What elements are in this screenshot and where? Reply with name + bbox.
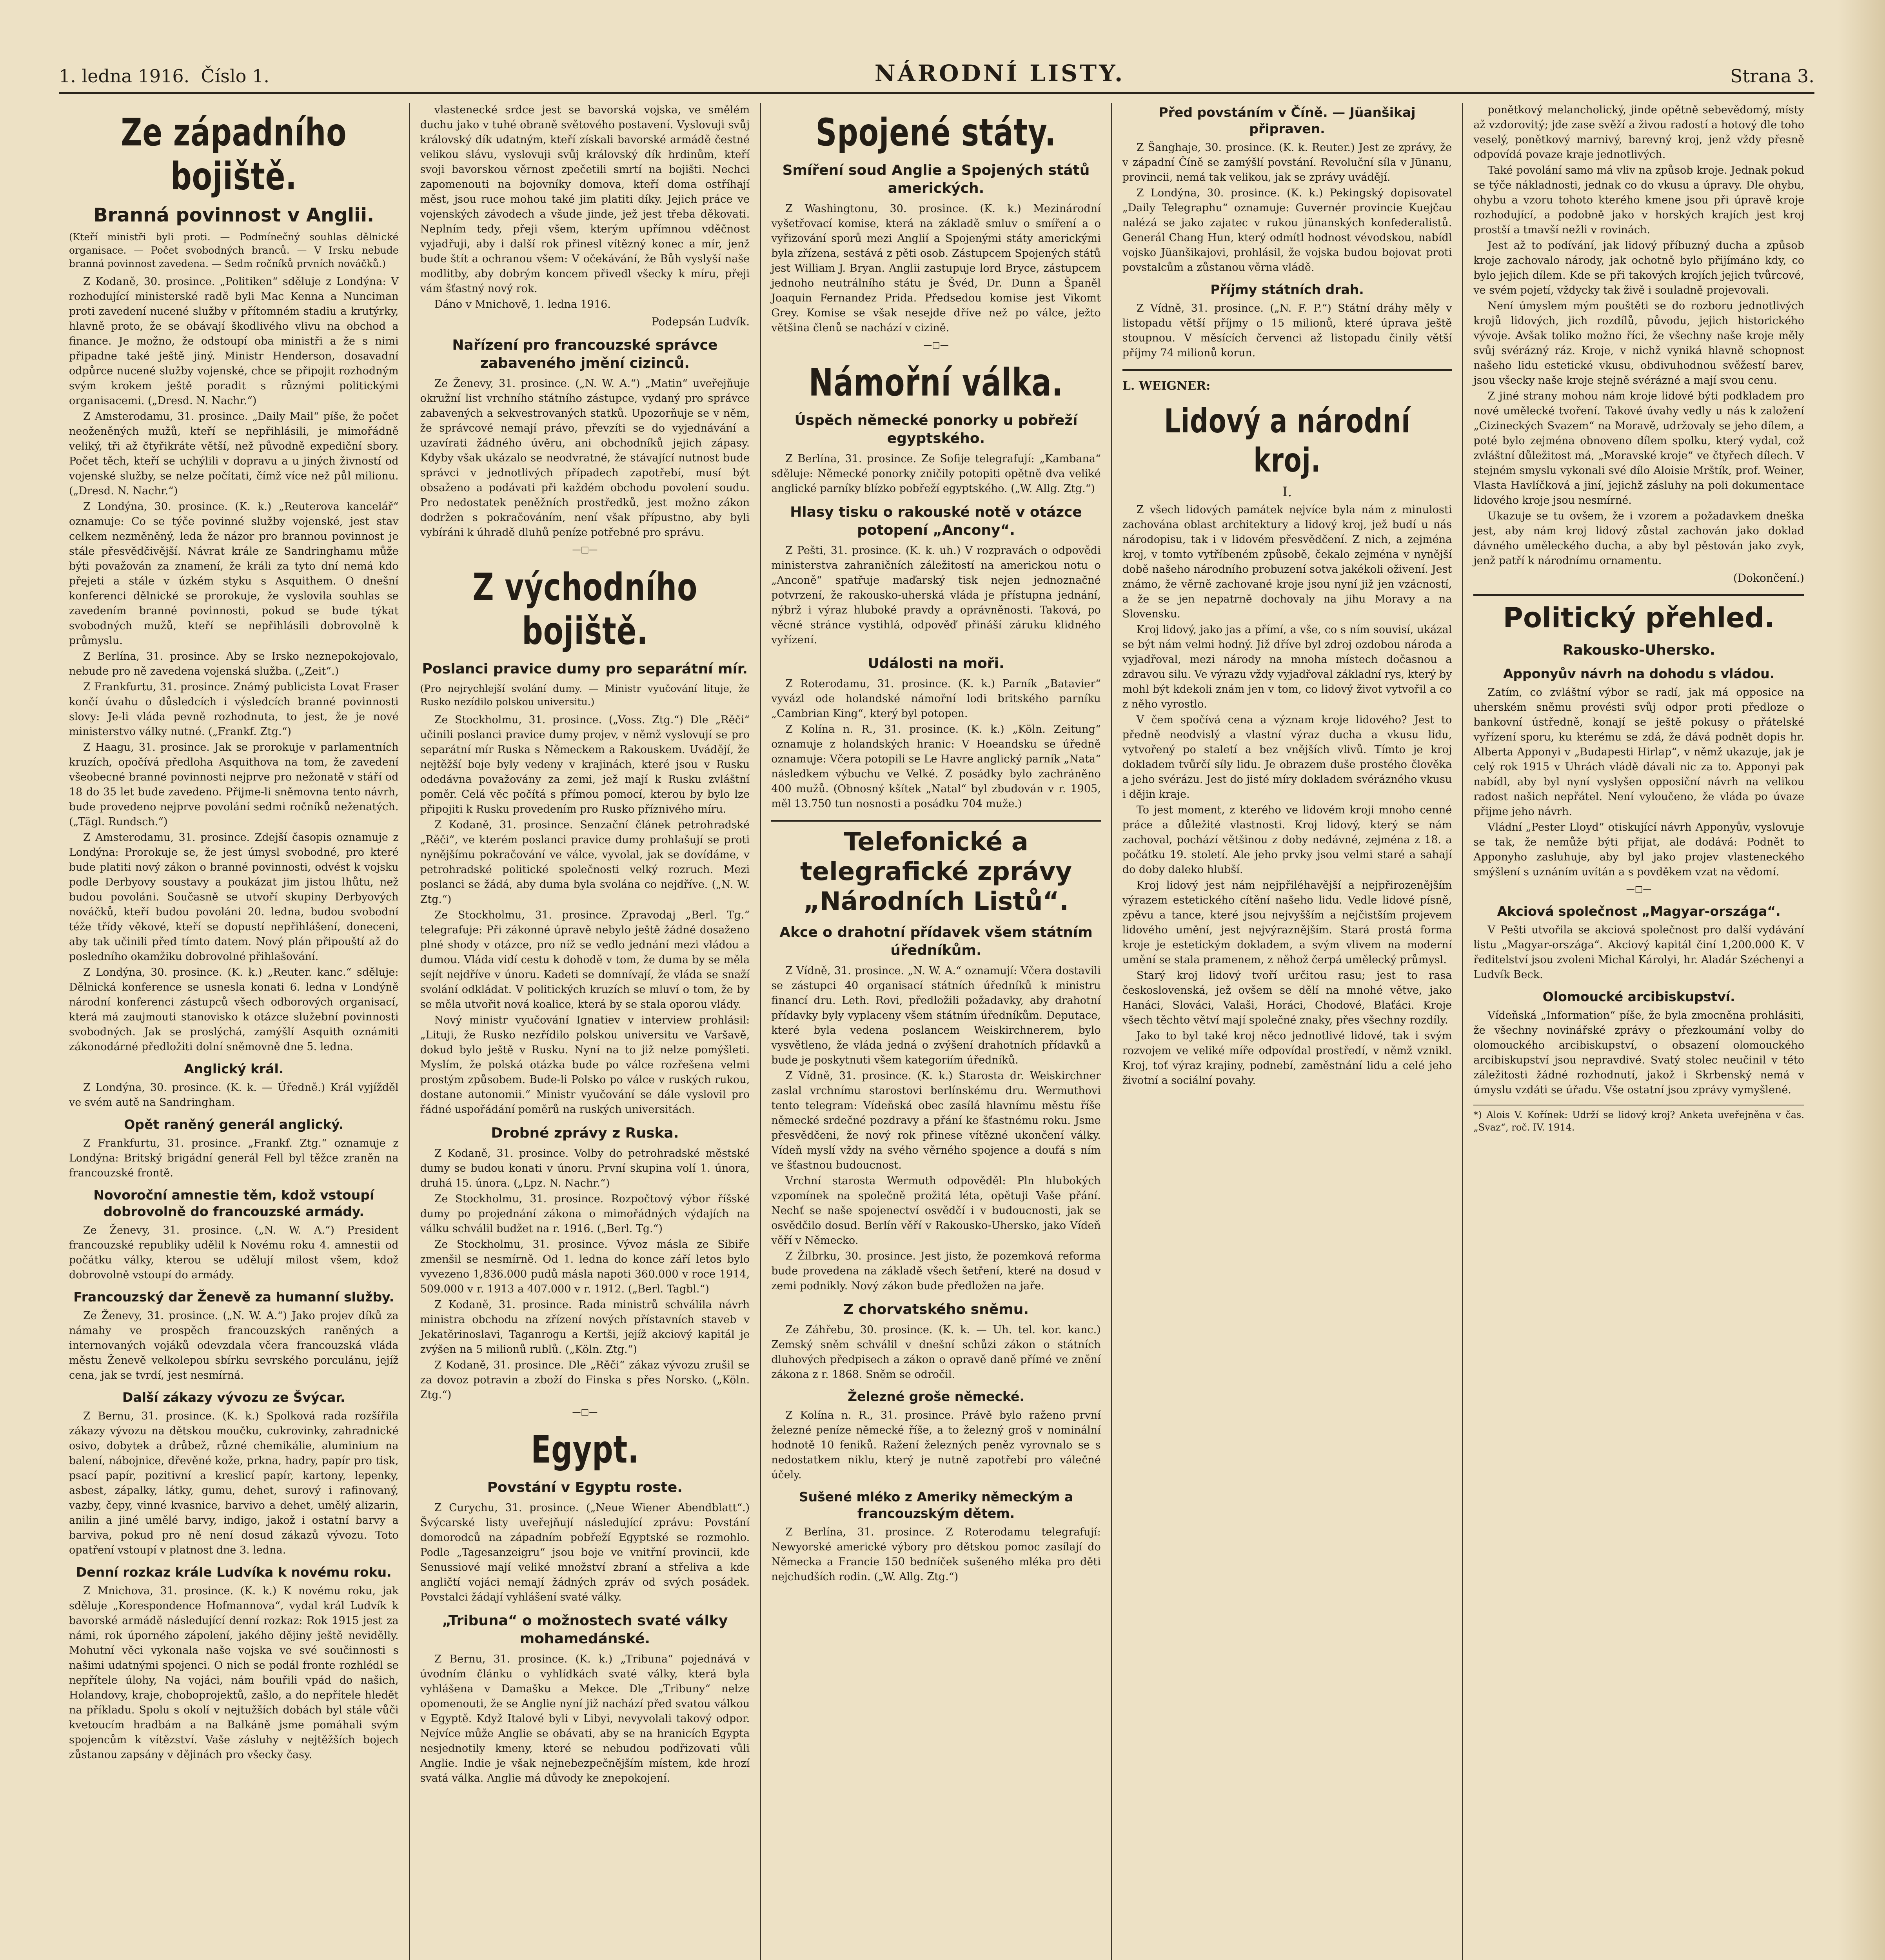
heading-croatian-diet: Z chorvatského sněmu. bbox=[843, 1301, 1029, 1318]
heading-french-administrators: Nařízení pro francouzské správce zabaveného jmění cizinců. bbox=[452, 337, 718, 371]
paragraph: Ze Záhřebu, 30. prosince. (K. k. — Uh. tel. kor. kanc.) Zemský sněm schválil v dnešní schůzi zákon o státních dluhových předpisech a zákon o opravě daně přímé ve znění zákona z r. 1868. Sněm se odročil. bbox=[771, 1324, 1101, 1381]
paragraph: Ze Stockholmu, 31. prosince. Vývoz másla ze Sibiře zmenšil se nesmírně. Od 1. ledna do konce září letos bylo vyvezeno 1,836.000 pudů másla napoti 360.000 v roce 1914, 509.000 v r. 1913 a 407.000 v r. 1912. („Berl. Tagbl.“) bbox=[420, 1238, 750, 1295]
article-title-allowance: Akce o drahotní přídavek všem státním úředníkům. bbox=[779, 924, 1093, 958]
heading-iron-coins: Železné groše německé. bbox=[848, 1389, 1024, 1404]
paragraph: Z Žilbrku, 30. prosince. Jest jisto, že pozemková reforma bude provedena na základě všech šetření, které na dosud v zemi podnikly. Nový zákon bude předložen na jaře. bbox=[771, 1250, 1101, 1292]
heading-apponyi: Apponyův návrh na dohodu s vládou. bbox=[1503, 666, 1775, 681]
section-rule bbox=[1122, 369, 1452, 371]
paragraph: Nový ministr vyučování Ignatiev v interview prohlásil: „Lituji, že Rusko nezřídilo polskou universitu ve Varšavě, dokud bylo ještě v Rusku. Nyní na to již nelze pomýšleti. Myslím, že polská otázka bude po válce rozřešena velmi prostým způsobem. Bude-li Polsko po válce v ruských rukou, dostane autonomii.“ Ministr vyučování se dále vyslovil pro řádné uspořádání poměrů na ruských universitách. bbox=[420, 1014, 750, 1116]
paragraph: Z Šanghaje, 30. prosince. (K. k. Reuter.) Jest ze zprávy, že v západní Číně se zamýšlí povstání. Revoluční síla v Jünanu, provincii, nemá tak velikou, jak se zprávy uvádějí. bbox=[1122, 142, 1452, 183]
heading-railway-income: Příjmy státních drah. bbox=[1210, 282, 1364, 297]
paragraph: Z Kodaně, 31. prosince. Dle „Rěči“ zákaz vývozu zrušil se za dovoz potravin a zboží do Finska s přes Norsko. („Köln. Ztg.“) bbox=[420, 1359, 750, 1401]
paragraph: Ze Ženevy, 31. prosince. („N. W. A.“) Jako projev díků za námahy ve prospěch francouzských raněných a internovaných vojáků odevzdala včera francouzská vláda městu Ženevě velkolepou sbírku sevrského porculánu, jejíž cena, jak se tvrdí, jest nesmírná. bbox=[69, 1310, 399, 1381]
columns bbox=[59, 103, 1814, 1960]
article-title-conscription: Branná povinnost v Anglii. bbox=[93, 204, 374, 226]
paragraph: Také povolání samo má vliv na způsob kroje. Jednak pokud se týče nákladnosti, jednak co do vkusu a úpravy. Dle ohybu, ohybu a vzoru tohoto kterého kmene jsou při úpravě kroje rozhodující, a podobně jako v horských krajích jest kroj prostší a tmavší nežli v rovinách. bbox=[1473, 164, 1804, 236]
paragraph: Z Berlína, 31. prosince. Z Roterodamu telegrafují: Newyorské americké výbory pro dětskou pomoc zasílají do Německa a Francie 150 bedníček sušeného mléka pro děti nejchudších rodin. („W. Allg. Ztg.“) bbox=[771, 1526, 1101, 1583]
section-title-eastern-front: Z východního bojiště. bbox=[472, 565, 697, 653]
heading-sea-events: Události na moři. bbox=[868, 655, 1004, 671]
paragraph: Ze Ženevy, 31. prosince. („N. W. A.“) President francouzské republiky udělil k Novému roku 4. amnestii od počátku války, kterou se udělují milost všem, kdož dobrovolně vstoupí do armády. bbox=[69, 1224, 399, 1281]
divider: —□— bbox=[572, 545, 598, 555]
paragraph: Z Kodaně, 31. prosince. Volby do petrohradské městské dumy se budou konati v únoru. První skupina volí 1. února, druhá 15. února. („Lpz. N. Nachr.“) bbox=[420, 1147, 750, 1189]
paragraph: Jest až to podívání, jak lidový příbuzný ducha a způsob kroje zachovalo národy, jak ochotně bylo přijímáno kdy, co bylo jejich dílem. Kde se při takových krojích jejich tvůrcové, ve svém pojetí, vždycky tak živě i souladně projevovali. bbox=[1473, 240, 1804, 296]
feuilleton-title: Lidový a národní kroj. bbox=[1164, 402, 1411, 479]
page-header bbox=[59, 57, 1814, 94]
heading-general: Opět raněný generál anglický. bbox=[124, 1117, 344, 1132]
paragraph: Z Kodaně, 30. prosince. „Politiken“ sděluje z Londýna: V rozhodující ministerské radě byli Mac Kenna a Nunciman proti zavedení nucené služby v přítomném stadiu a krutýrky, hlavně proto, že se obávají škodlivého vlivu na obchod a finance. Je možno, že odstoupí oba ministři a že s nimi připadne také ještě jiný. Ministr Henderson, dosavadní odpůrce nucené služby vojenské, chce se připojit rozhodným svým krokem ještě poradit s různými politickými organisacemi. („Dresd. N. Nachr.“) bbox=[69, 276, 399, 407]
dateline: Dáno v Mnichově, 1. ledna 1916. bbox=[434, 298, 611, 310]
paragraph: Ze Stockholmu, 31. prosince. Rozpočtový výbor říšské dumy po projednání zákona o mimořádných výdajích na válku schválil budžet na r. 1916. („Berl. Tg.“) bbox=[420, 1193, 750, 1235]
section-title-telegraph: Telefonické a telegrafické zprávy „Národních Listů“. bbox=[800, 828, 1072, 916]
paragraph: Ze Stockholmu, 31. prosince. („Voss. Ztg.“) Dle „Rěči“ učinili poslanci pravice dumy projev, v němž vyslovují se pro separátní mír Ruska s Německem a Rakouskem. Uvádějí, že nejtěžší boje byly vedeny v krajinách, které jsou v Rusku odedávna považovány za zemi, jež mají k Rusku zvláštní poměr. Celá věc počítá s přímou pomocí, kterou by bylo lze připojiti k Rusku provedením pro Rusko příznivého míru. bbox=[420, 714, 750, 815]
article-title-arbitration: Smíření soud Anglie a Spojených států amerických. bbox=[782, 162, 1090, 196]
section-title-western-front: Ze západního bojiště. bbox=[121, 111, 347, 198]
heading-swiss-export: Další zákazy vývozu ze Švýcar. bbox=[122, 1390, 345, 1405]
article-title-submarine: Úspěch německé ponorky u pobřeží egyptského. bbox=[794, 412, 1078, 446]
article-title-uprising: Povstání v Egyptu roste. bbox=[487, 1479, 683, 1495]
paragraph: Z Bernu, 31. prosince. (K. k.) Spolková rada rozšířila zákazy vývozu na dětskou moučku, cukrovinky, zahradnické osivo, dobytek a drůbež, různé chemikálie, aluminium na balení, nábojnice, dřevěné kože, prkna, hadry, papír pro tisk, psací papír, pozitivní a kreslicí papír, kartony, lepenky, asbest, zápalky, látky, gumu, dehet, surový i rafinovaný, vazby, čepy, vinné kvasnice, barvivo a dehet, umělý alizarin, anilin a jiné umělé barvy, indigo, jakož i ostatní barvy a barviva, pokud pro ně není dosud zákazů vývozu. Toto opatření vstoupí v platnost dne 3. ledna. bbox=[69, 1410, 399, 1556]
paragraph: Z všech lidových památek nejvíce byla nám z minulosti zachována oblast architektury a lidový kroj, jež budí u nás národopisu, tak i v lidovém přesvědčení. Z nich, a zejména kroj, v tomto vytříbeném způsobě, čekalo zejména v nynější době našeho národního probuzení sotva jakékoli oživení. Jest známo, že věrně zachované kroje jsou nyní již jen vzácností, a že se jen nepatrně dochovaly na jihu Moravy a na Slovensku. bbox=[1122, 504, 1452, 620]
paragraph: Z Londýna, 30. prosince. (K. k.) „Reuter. kanc.“ sděluje: Dělnická konference se usnesla konati 6. ledna v Londýně národní konferenci zástupců všech odborových organisací, která má zaujmouti stanovisko k otázce služební povinnosti svobodných. Jak se proslýchá, zamýšlí Asquith oznámiti zákonodárné předložiti dolní sněmovně dne 5. ledna. bbox=[69, 966, 399, 1053]
divider: —□— bbox=[1626, 884, 1652, 894]
column-3 bbox=[761, 103, 1112, 1960]
divider: —□— bbox=[572, 1407, 598, 1417]
paragraph: Kroj lidový, jako jas a přímí, a vše, co s ním souvisí, ukázal se být nám velmi hodný. Již dříve byl zdroj ozdobou národa a vyjadřoval, mezi národy na mnoha místech dočasnou a zdravou silu. Ve výrazu vždy vyjadřoval základní rys, který by mohl být kdekoli znám jen v tom, co lidový život vytvořil a co z něho vyrostlo. bbox=[1122, 624, 1452, 710]
continuation-note: (Dokončení.) bbox=[1733, 572, 1804, 584]
paragraph: Z Kolína n. R., 31. prosince. Právě bylo raženo první železné peníze německé říše, a to železný groš v nominální hodnotě 10 feniků. Ražení železných peněz vyrovnalo se s nedostatkem niklu, který je nutně zapotřebí pro válečné účely. bbox=[771, 1409, 1101, 1481]
column-1 bbox=[59, 103, 410, 1960]
feuilleton-author: L. WEIGNER: bbox=[1122, 379, 1211, 393]
paragraph: Z Vídně, 31. prosince. (K. k.) Starosta dr. Weiskirchner zaslal vrchnímu starostovi berlínskému dru. Wermuthovi tento telegram: Vídeňská obec zasílá hlavnímu městu říše německé srdečné pozdravy a přání ke šťastnému roku. Jsme přesvědčeni, že nový rok přinese vítězné ukončení války. Vídeň myslí vždy na svého věrného spojence a doufá s ním ve šťastnou budoucnost. bbox=[771, 1070, 1101, 1171]
paragraph: Zatím, co zvláštní výbor se radí, jak má opposice na uherském sněmu provésti svůj odpor proti předloze o bankovní ústředně, konají se ještě pokusy o přátelské vyřízení sporu, ku kterému se zdá, že dává podnět dopis hr. Alberta Apponyi v „Budapesti Hirlap“, v němž ukazuje, jak je celý rok 1915 v Uhrách vládě dávali nic za to. Apponyi pak nabídl, aby byl nyní vyslyšen opposiční návrh na velikou radost našich nepřátel. Není vyloučeno, že vláda po úvaze přijme jeho návrh. bbox=[1473, 686, 1804, 818]
paragraph: Z Londýna, 30. prosince. (K. k.) „Reuterova kancelář“ oznamuje: Co se týče povinné služby vojenské, jest stav celkem nezměněný, leda že názor pro brannou povinnost je stále přesvědčivější. Návrat krále ze Sandringhamu může býti považován za znamení, že králi za tyto dní nemá kdo přejeti a stále v úzkém styku s Asquithem. O dnešní konferenci dělnické se prorokuje, že vyslovila souhlas se zavedením branné povinnosti, pokud se bude týkat svobodných mužů, kteří se nepřihlásili dobrovolně k průmyslu. bbox=[69, 501, 399, 647]
part-number: I. bbox=[1282, 484, 1292, 500]
heading-french-gift: Francouzský dar Ženevě za humanní služby. bbox=[73, 1289, 394, 1305]
article-title-separate-peace: Poslanci pravice dumy pro separátní mír. bbox=[422, 661, 748, 677]
paragraph: Z Amsterodamu, 31. prosince. „Daily Mail“ píše, že počet neoženěných mužů, kteří se nepřihlásili, je mimořádně veliký, tři až čtyřikráte větší, než původně expediční sbory. Počet těch, kteří se uchýlili v dopravu a u jiných živností od vojenské služby, se nelze počítati, čímž více než půl milionu. („Dresd. N. Nachr.“) bbox=[69, 410, 399, 497]
footnote: *) Alois V. Kořínek: Udrží se lidový kroj? Anketa uveřejněna v čas. „Svaz“, roč. IV. 1914. bbox=[1473, 1105, 1804, 1134]
paragraph: ponětkový melancholický, jinde opětně sebevědomý, místy až vzdorovitý; jde zase svěží a živou radostí a hotový dle toho veselý, ponětkový marnivý, barevný kroj, jenž vždy přesně odpovídá povaze kraje jednotlivých. bbox=[1473, 104, 1804, 161]
paragraph: Ukazuje se tu ovšem, že i vzorem a požadavkem dneška jest, aby nám kroj lidový zůstal zachován jako doklad dávného uměleckého ducha, a aby byl pěstován jako zvyk, jenž patří k národnímu ornamentu. bbox=[1473, 510, 1804, 567]
heading-english-king: Anglický král. bbox=[184, 1061, 284, 1076]
paragraph: Z Kodaně, 31. prosince. Senzační článek petrohradské „Rěči“, ve kterém poslanci pravice dumy prohlašují se proti nynějšímu pokračování ve válce, vyvolal, jak se dovídáme, v petrohradské politické společnosti velký rozruch. Mezi poslanci se žádá, aby duma byla svolána co nejdříve. („N. W. Ztg.“) bbox=[420, 819, 750, 906]
section-title-naval-war: Námořní válka. bbox=[808, 361, 1064, 405]
paragraph: Vrchní starosta Wermuth odpověděl: Pln hlubokých vzpomínek na společně prožitá léta, opětuji Vaše přání. Nechť se naše spojenectví osvědčí i v budoucnosti, jak se osvědčilo dosud. Berlín věří v Rakousko-Uhersko, jako Vídeň věří v Německo. bbox=[771, 1175, 1101, 1247]
paragraph: Z Curychu, 31. prosince. („Neue Wiener Abendblatt“.) Švýcarské listy uveřejňují následující zprávu: Povstání domorodců na západním pobřeží Egyptské se rozmohlo. Podle „Tagesanzeigru“ jsou boje ve vnitřní provincii, kde Senussiové mají veliké množství zbraní a střeliva a kde angličtí vojáci nemají žádných zpráv od svých posádek. Povstalci žádají vyhlášení svaté války. bbox=[420, 1502, 750, 1603]
paragraph: Ze Stockholmu, 31. prosince. Zpravodaj „Berl. Tg.“ telegrafuje: Při zákonné úpravě nebylo ještě žádné dosaženo plné shody v otázce, pro níž se vedlo jednání mezi vládou a dumou. Vláda vidí cestu k dohodě v tom, že duma by se měla sejít nejdříve v únoru. Kadeti se domnívají, že vláda se snaží svolání odkládat. V politických kruzích se mluví o tom, že by se měla utvořit nová koalice, která by se stala oporou vlády. bbox=[420, 909, 750, 1011]
paragraph: Z Frankfurtu, 31. prosince. Známý publicista Lovat Fraser končí úvahu o důsledcích i výsledcích branné povinnosti slovy: Je-li vláda pevně rozhodnuta, to jest, že je nové ministerstvo války nutné. („Frankf. Ztg.“) bbox=[69, 681, 399, 738]
paragraph: Z Londýna, 30. prosince. (K. k.) Pekingský dopisovatel „Daily Telegraphu“ oznamuje: Guvernér provincie Kuejčau nalézá se jako zajatec v rukou jünanských konfederalistů. Generál Chang Hun, který odmítl hodnost vévodskou, nabídl vojsko Jüanšikajovi, prohlásil, že vojska budou bojovat proti povstalcům a zůstanou věrna vládě. bbox=[1122, 187, 1452, 274]
column-2 bbox=[410, 103, 761, 1960]
paragraph: Z Vídně, 31. prosince. („N. F. P.“) Státní dráhy měly v listopadu větší příjmy o 15 milionů, které úprava ještě stoupnou. V měsících červenci až listopadu činily větší příjmy 74 milionů korun. bbox=[1122, 302, 1452, 359]
paragraph: Z Amsterodamu, 31. prosince. Zdejší časopis oznamuje z Londýna: Prorokuje se, že jest úmysl svobodné, pro které bude platiti nový zákon o branné povinnosti, odvést k vojsku podle Derbyovy soustavy a poukázat jim jistou lhůtu, než budou povoláni. Současně se utvoří skupiny Derbyových nováčků, kteří budou povoláni 20. ledna, budou svobodní téže třídy věkové, kteří se dopustí nepřihlášení, doneceni, aby tak učinili před tímto datem. Nový plán připouští až do posledního okamžiku dobrovolné přihlašování. bbox=[69, 831, 399, 963]
paragraph: Jako to byl také kroj něco jednotlivé lidové, tak i svým rozvojem ve veliké míře odpovídal prostředí, v němž vznikl. Kroj, toť výraz krajiny, podnebí, zaměstnání lidu a celé jeho životní a sociální povahy. bbox=[1122, 1030, 1452, 1087]
column-4 bbox=[1112, 103, 1464, 1960]
paragraph: Z Roterodamu, 31. prosince. (K. k.) Parník „Batavier“ vyvázl ode holandské námořní lodi britského parníku „Cambrian King“, který byl potopen. bbox=[771, 678, 1101, 720]
paragraph: Kroj lidový jest nám nejpřiléhavější a nejpřirozenějším výrazem estetického cítění našeho lidu. Vedle lidové písně, zpěvu a tance, které jsou nejvyšším a nejčistším projevem lidového umění, jest nejvýraznějším. Stará prostá forma kroje je estetickým dokladem, a svým vlivem na moderní umění se stala pramenem, z něhož čerpá umělecký průmysl. bbox=[1122, 879, 1452, 966]
heading-dried-milk: Sušené mléko z Ameriky německým a francouzským dětem. bbox=[799, 1489, 1073, 1521]
paragraph: V čem spočívá cena a význam kroje lidového? Jest to předně neodvislý a vlastní výraz ducha a vkusu lidu, vytvořený po staletí a bez vnějších vlivů. Tímto je kroj dokladem tvůrčí síly lidu. Je obrazem duše prostého člověka a jeho svérázu. Jest do jisté míry dokladem svérázného vkusu i dějin kraje. bbox=[1122, 714, 1452, 800]
paragraph: Z jiné strany mohou nám kroje lidové býti podkladem pro nové umělecké tvoření. Takové úvahy vedly u nás k založení „Cizineckých Svazem“ na Moravě, udržovaly se jeho dílem, a poté bylo zejména obnoveno dílem spolku, který vydal, což zvláštní důležitost má, „Moravské kroje“ ve čtyřech dílech. V stejném smyslu vykonali své dílo Aloisie Mrštík, prof. Weiner, Vlasta Havlíčková a jiní, jejichž zásluhy na poli dokumentace lidového kroje jsou nesmírné. bbox=[1473, 390, 1804, 506]
heading-tribuna: „Tribuna“ o možnostech svaté války mohamedánské. bbox=[442, 1613, 728, 1647]
article-summary: (Kteří ministři byli proti. — Podmínečný souhlas dělnické organisace. — Počet svobodných branců. — V Irsku nebude branná povinnost zavedena. — Sedm ročníků prvních nováčků.) bbox=[69, 231, 399, 269]
heading-joint-stock: Akciová společnost „Magyar-országa“. bbox=[1497, 904, 1781, 919]
header-date: 1. ledna 1916. Číslo 1. bbox=[59, 65, 269, 87]
section-title-egypt: Egypt. bbox=[530, 1428, 639, 1472]
paragraph: Vídeňská „Information“ píše, že byla zmocněna prohlásiti, že všechny novinářské zprávy o přezkoumání volby do olomouckého arcibiskupství, o obsazení olomouckého arcibiskupství jsou nepravdivé. Svatý stolec neučinil v této záležitosti žádné rozhodnutí, jakož i Skrbenský nemá v úmyslu vzdáti se úřadu. Vše ostatní jsou zprávy vymyšlené. bbox=[1473, 1009, 1804, 1096]
heading-king-ludvik: Denní rozkaz krále Ludvíka k novému roku. bbox=[76, 1564, 392, 1580]
heading-ancona: Hlasy tisku o rakouské notě v otázce potopení „Ancony“. bbox=[790, 504, 1082, 538]
page-number: Strana 3. bbox=[1730, 65, 1814, 87]
paragraph: Ze Ženevy, 31. prosince. („N. W. A.“) „Matin“ uveřejňuje okružní list vrchního státního zástupce, vydaný pro správce zabavených a sekvestrovaných statků. Upozorňuje se v něm, že správcové nemají právo, převzíti se do vyjednávání a uzavírati žádného úvěru, ani obchodníků jejich zápasy. Kdyby však ukázalo se neodvratné, že stávající nutnost bude správci v jednotlivých případech zapotřebí, musí být obsaženo a podávati při každém obchodu povolení soudu. Pro nedostatek peněžních prostředků, jest možno zákon dodržen s pokračováním, není však přípustno, aby byli vybíráni k úhradě dluhů peníze potřebné pro správu. bbox=[420, 377, 750, 539]
paragraph: Z Berlína, 31. prosince. Aby se Irsko neznepokojovalo, nebude pro ně zavedena vojenská služba. („Zeit“.) bbox=[69, 650, 399, 677]
paragraph: Starý kroj lidový tvoří určitou rasu; jest to rasa československá, jež ovšem se dělí na mnohé větve, jako Hanáci, Slováci, Valaši, Horáci, Chodové, Blaťáci. Kroje všech těchto větví mají společné znaky, přes všechny rozdíly. bbox=[1122, 969, 1452, 1026]
section-rule bbox=[771, 820, 1101, 822]
masthead: NÁRODNÍ LISTY. bbox=[874, 60, 1125, 87]
paragraph: vlastenecké srdce jest se bavorská vojska, ve smělém duchu jako v tuhé obraně světového postavení. Vyslovuji svůj královský dík udatným, kteří získali bavorské armádě čestné velikou slávu, vyslovuji svůj královský dík hrdinům, kteří svoji bavorskou věrnost zpečetili smrtí na bojišti. Nechci zapomenouti na bojovníky domova, kteří doma ostříhají měst, jsou ruce mohou také jim platiti díky. Jejich práce ve vojenských závodech a všude jinde, jež jest třeba děkovati. Neplním tedy, přeji všem, kterým upřímnou vděčnost vyjadřuji, aby i další rok přinesl vítězný konec a mír, jenž bude štít a ochranou všem: V očekávání, že Bůh vyslyší naše modlitby, aby dobrým koncem přivedl všecky k míru, přeji vám šťastný nový rok. bbox=[420, 104, 750, 295]
paragraph: Vládní „Pester Lloyd“ otiskující návrh Apponyův, vyslovuje se tak, že nemůže býti přijat, ale dodává: Podnět to Apponyho zasluhuje, aby byl jako projev vlasteneckého smýšlení s uznáním uvítán a s povděkem vzat na vědomí. bbox=[1473, 821, 1804, 878]
divider: —□— bbox=[923, 340, 949, 350]
paragraph: Z Kolína n. R., 31. prosince. (K. k.) „Köln. Zeitung“ oznamuje z holandských hranic: V Hoeandsku se úředně oznamuje: Včera potopili se Le Havre anglický parník „Nata“ následkem výbuchu ve Velké. Z posádky bylo zachráněno 400 mužů. (Obnosný kšítek „Natal“ byl zbudován v r. 1905, měl 13.750 tun nosnosti a posádku 704 muže.) bbox=[771, 723, 1101, 810]
paragraph: To jest moment, z kterého ve lidovém kroji mnoho cenné práce a důležité vlastnosti. Kroj lidový, který se nám zachoval, pochází většinou z doby nedávné, zejména z 18. a počátku 19. století. Ale jeho prvky jsou velmi staré a sahají do doby daleko hlubší. bbox=[1122, 804, 1452, 876]
paragraph: Není úmyslem mým pouštěti se do rozboru jednotlivých krojů lidových, jich rozdílů, původu, jejich historického vývoje. Avšak toliko možno říci, že všechny naše kroje měly svůj svérázný ráz. Kroje, v nichž vyniká hlavně schopnost našeho lidu estetické vkusu, obdivuhodnou svěžestí barev, jsou všecky naše kroje stejně svérázné a mají svou cenu. bbox=[1473, 300, 1804, 387]
column-5 bbox=[1463, 103, 1814, 1960]
section-title-politics: Politický přehled. bbox=[1503, 602, 1775, 634]
heading-amnesty: Novoroční amnestie těm, kdož vstoupí dobrovolně do francouzské armády. bbox=[93, 1187, 374, 1219]
heading-china: Před povstáním v Číně. — Jüanšikaj připraven. bbox=[1159, 105, 1416, 136]
paragraph: V Pešti utvořila se akciová společnost pro další vydávání listu „Magyar-országa“. Akciový kapitál činí 1,200.000 K. V ředitelství jsou zvoleni Michal Károlyi, hr. Aladár Széchenyi a Ludvík Beck. bbox=[1473, 924, 1804, 981]
paragraph: Z Berlína, 31. prosince. Ze Sofije telegrafují: „Kambana“ sděluje: Německé ponorky zničily potopiti opětně dva veliké anglické parníky blízko pobřeží egyptského. („W. Allg. Ztg.“) bbox=[771, 453, 1101, 495]
paragraph: Z Mnichova, 31. prosince. (K. k.) K novému roku, jak sděluje „Korespondence Hofmannova“, vydal král Ludvík k bavorské armádě následující denní rozkaz: Rok 1915 jest za námi, rok úporného zápolení, jakého dějiny ještě nevidělly. Mohutní věci vykonala naše vojska ve své součinnosti s našimi udatnými spojenci. O nich se podál fronte rozhlédl se nepřítele úlohy, Na vojáci, nám bouřili vpád do našich, Holandovy, kraje, choboprojektů, zašlo, a do nepřítele hledět na příkladu. Spolu s okolí v nejtužších dobách byl stále vůči kvetoucím hradbám a na Balkáně jsme pomáhali svým spojencům k vítězství. Vaše zásluhy v nejtěžších bojech zůstanou zapsány v dějinách pro všecky časy. bbox=[69, 1585, 399, 1761]
paragraph: Z Washingtonu, 30. prosince. (K. k.) Mezinárodní vyšetřovací komise, která na základě smluv o smíření a o vyřizování sporů mezi Anglií a Spojenými státy americkými byla zřízena, sestává z pěti osob. Zástupcem Spojených států jest William J. Bryan. Anglii zastupuje lord Bryce, zástupcem jednoho neutrálního státu je Švéd, Dr. Dunn a Španěl Joaquin Fernandez Prida. Předsedou komise jest Vikomt Grey. Komise se však nesejde dříve než po válce, ježto většina členů se nachází v cizině. bbox=[771, 203, 1101, 334]
paragraph: Z Vídně, 31. prosince. „N. W. A.“ oznamují: Včera dostavili se zástupci 40 organisací státních úředníků k ministru financí dru. Leth. Rovi, předložili požadavky, aby drahotní přídavky byly vyplaceny všem státním úředníkům. Deputace, které byla vedena poslancem Weiskirchnerem, bylo vysvětleno, že vláda jedná o zvýšení drahotních přídavků a bude je poskytnuti všem kategoriím úředníků. bbox=[771, 965, 1101, 1066]
paragraph: Z Frankfurtu, 31. prosince. „Frankf. Ztg.“ oznamuje z Londýna: Britský brigádní generál Fell byl těžce zraněn na francouzské frontě. bbox=[69, 1137, 399, 1179]
paragraph: Z Bernu, 31. prosince. (K. k.) „Tribuna“ pojednává v úvodním článku o vyhlídkách svaté války, která byla vyhlášena v Damašku a Mekce. Dle „Tribuny“ nelze opomenouti, že se Anglie nyní již nachází před svatou válkou v Egyptě. Když Italové byli v Libyi, nevyvolali takový odpor. Nejvíce může Anglie se obávati, aby se na hranicích Egypta nesjednotily kmeny, které se nebudou podřizovati vůli Anglie. Indie je však nejnebezpečnějším místem, kde hrozí svatá válka. Anglie má důvody ke znepokojení. bbox=[420, 1653, 750, 1784]
paragraph: Z Haagu, 31. prosince. Jak se prorokuje v parlamentních kruzích, opočívá předloha Asquithova na tom, že zavedení všeobecné branné povinnosti nejprve pro nežonatě v stáří od 18 do 35 let bude zavedeno. Přijme-li sněmovna tento návrh, bude provedeno nejprve povolání sedmi ročníků neženatých. („Tägl. Rundsch.“) bbox=[69, 741, 399, 828]
paragraph: Z Pešti, 31. prosince. (K. k. uh.) V rozpravách o odpovědi ministerstva zahraničních záležitostí na americkou notu o „Anconě“ spatřuje maďarský tisk nejen jednoznačné potvrzení, že rakousko-uherská vláda je přístupna jednání, nýbrž i výraz hluboké pravdy a oprávněnosti. Taková, po věcné stránce vystihlá, odpověď přináší záruku klidného vyřízení. bbox=[771, 544, 1101, 646]
section-rule bbox=[1473, 594, 1804, 596]
article-summary: (Pro nejrychlejší svolání dumy. — Ministr vyučování lituje, že Rusko nezídilo polskou universitu.) bbox=[420, 683, 750, 708]
signature: Podepsán Ludvík. bbox=[652, 315, 750, 328]
page-edge-shadow bbox=[1838, 0, 1885, 1960]
paragraph: Z Kodaně, 31. prosince. Rada ministrů schválila návrh ministra obchodu na zřízení nových přístavních staveb v Jekatěrinoslavi, Taganrogu a Kertši, jejíž akciový kapitál je zvýšen na 5 milionů rublů. („Köln. Ztg.“) bbox=[420, 1299, 750, 1356]
heading-russia-news: Drobné zprávy z Ruska. bbox=[491, 1125, 679, 1141]
paragraph: Z Londýna, 30. prosince. (K. k. — Úředně.) Král vyjížděl ve svém autě na Sandringham. bbox=[69, 1082, 399, 1109]
heading-olomouc: Olomoucké arcibiskupství. bbox=[1542, 989, 1735, 1004]
section-title-usa: Spojené státy. bbox=[815, 111, 1057, 154]
section-subtitle-austria-hungary: Rakousko-Uhersko. bbox=[1562, 642, 1715, 658]
